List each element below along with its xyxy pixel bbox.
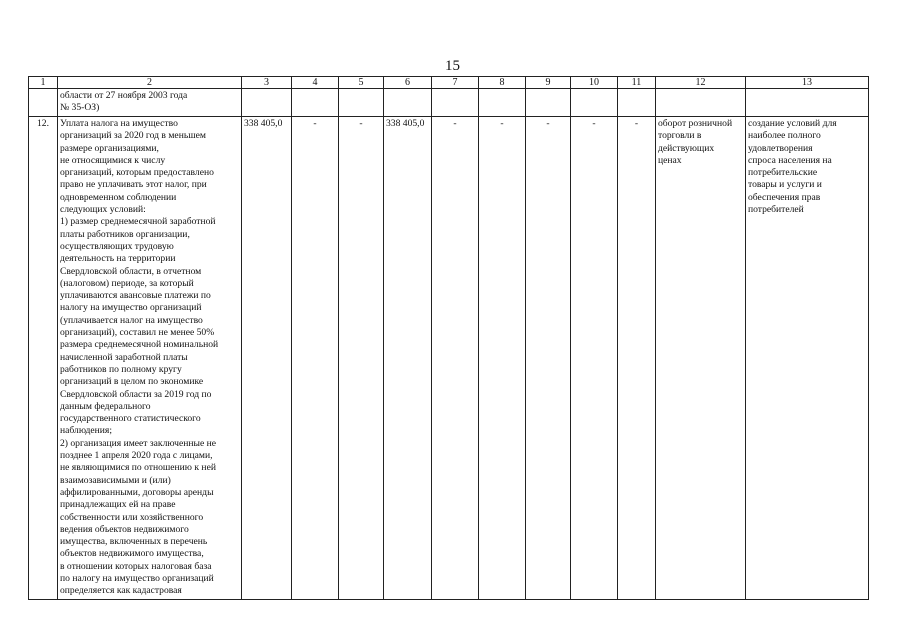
indicator-cell: оборот розничной торговли в действующих ценах bbox=[656, 117, 746, 600]
header-cell: 9 bbox=[526, 77, 571, 89]
header-cell: 8 bbox=[479, 77, 526, 89]
document-table bbox=[28, 76, 869, 600]
dash-cell: - bbox=[292, 117, 339, 600]
header-cell: 1 bbox=[29, 77, 58, 89]
table-cell bbox=[656, 89, 746, 117]
dash-cell: - bbox=[618, 117, 656, 600]
header-cell: 13 bbox=[746, 77, 869, 89]
header-cell: 6 bbox=[384, 77, 432, 89]
goal-cell: создание условий для наиболее полного удовлетворения спроса населения на потребительские товары и услуги и обеспечения прав потребителей bbox=[746, 117, 869, 600]
header-cell: 12 bbox=[656, 77, 746, 89]
header-cell: 5 bbox=[339, 77, 384, 89]
dash-cell: - bbox=[571, 117, 618, 600]
table-cell bbox=[432, 89, 479, 117]
table-cell bbox=[526, 89, 571, 117]
row-number: 12. bbox=[29, 117, 58, 600]
dash-cell: - bbox=[339, 117, 384, 600]
page-number: 15 bbox=[445, 58, 460, 74]
table-cell bbox=[384, 89, 432, 117]
table-cell bbox=[618, 89, 656, 117]
table-cell bbox=[242, 89, 292, 117]
table-cell bbox=[571, 89, 618, 117]
dash-cell: - bbox=[526, 117, 571, 600]
header-cell: 10 bbox=[571, 77, 618, 89]
header-cell: 3 bbox=[242, 77, 292, 89]
table-row bbox=[29, 117, 869, 600]
header-cell: 4 bbox=[292, 77, 339, 89]
header-cell: 7 bbox=[432, 77, 479, 89]
dash-cell: - bbox=[479, 117, 526, 600]
table-cell bbox=[746, 89, 869, 117]
header-cell: 11 bbox=[618, 77, 656, 89]
continuation-row bbox=[29, 89, 869, 117]
header-row bbox=[29, 77, 869, 89]
amount-cell: 338 405,0 bbox=[384, 117, 432, 600]
dash-cell: - bbox=[432, 117, 479, 600]
amount-cell: 338 405,0 bbox=[242, 117, 292, 600]
table-cell bbox=[29, 89, 58, 117]
row-description: Уплата налога на имущество организаций за 2020 год в меньшем размере организациями, не относящимися к числу организаций, которым предоставлено право не уплачивать этот налог, при одновременном соблюдении следующих условий: 1) размер среднемесячной заработной платы работников организации, осуществляющих трудовую деятельность на территории Свердловской области, в отчетном (налоговом) периоде, за который уплачиваются авансовые платежи по налогу на имущество организаций (уплачивается налог на имущество организаций), составил не менее 50% размера среднемесячной номинальной начисленной заработной платы работников по полному кругу организаций в целом по экономике Свердловской области за 2019 год по данным федерального государственного статистического наблюдения; 2) организация имеет заключенные не позднее 1 апреля 2020 года с лицами, не являющимися по отношению к ней взаимозависимыми и (или) аффилированными, договоры аренды принадлежащих ей на праве собственности или хозяйственного ведения объектов недвижимого имущества, включенных в перечень объектов недвижимого имущества, в отношении которых налоговая база по налогу на имущество организаций определяется как кадастровая bbox=[58, 117, 242, 600]
continuation-text: области от 27 ноября 2003 года № 35-ОЗ) bbox=[58, 89, 242, 117]
table-cell bbox=[479, 89, 526, 117]
table-cell bbox=[339, 89, 384, 117]
header-cell: 2 bbox=[58, 77, 242, 89]
table-cell bbox=[292, 89, 339, 117]
